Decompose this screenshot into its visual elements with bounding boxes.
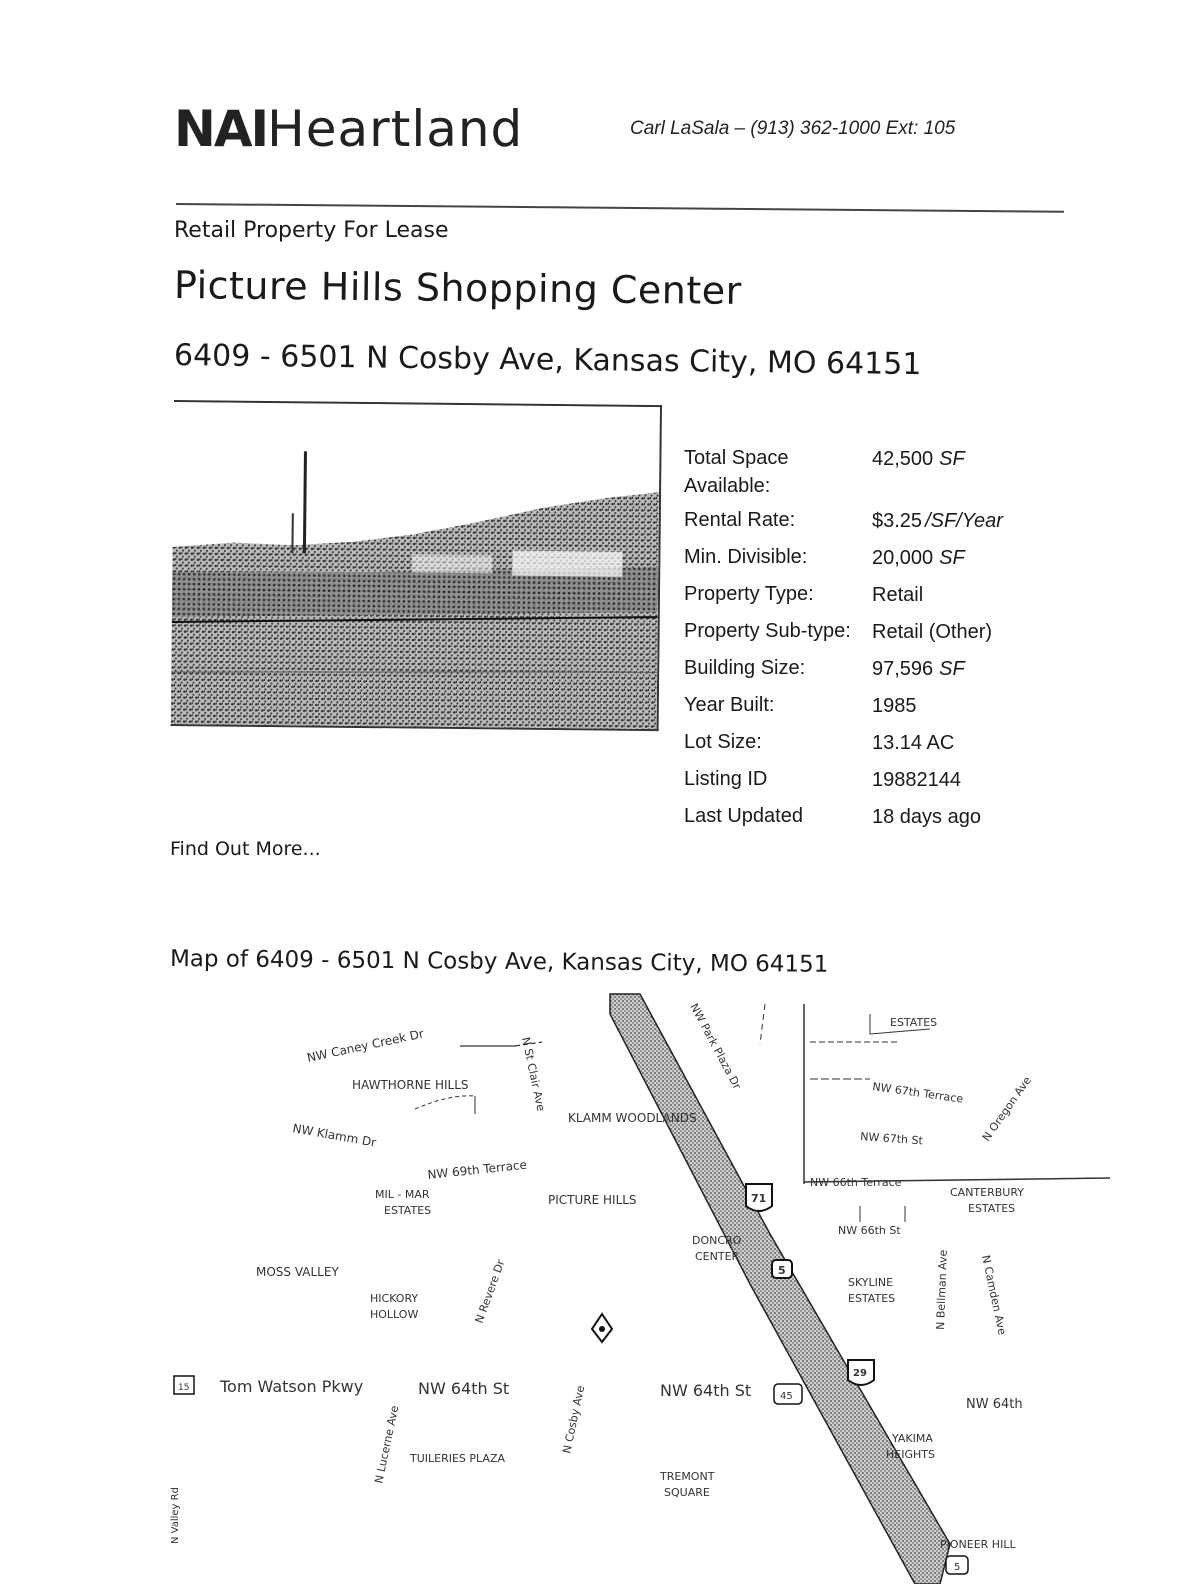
map-label-mil-mar: MIL - MAR: [375, 1188, 430, 1201]
map-label-picture-hills: PICTURE HILLS: [548, 1193, 637, 1207]
map-label-skyline: SKYLINE: [848, 1276, 894, 1289]
fact-value: 20,000 SF: [872, 547, 965, 569]
map-label-klamm-woodlands: KLAMM WOODLANDS: [568, 1111, 697, 1125]
fact-label: Rental Rate:: [684, 509, 796, 531]
route-45-shield: [774, 1384, 802, 1404]
map-label-n-valley: N Valley Rd: [170, 1487, 181, 1544]
map-label-caney-creek: NW Caney Creek Dr: [305, 1026, 426, 1065]
map-label-nw-park-plaza: NW Park Plaza Dr: [687, 1001, 744, 1092]
map-label-n-bellman: N Bellman Ave: [934, 1249, 950, 1331]
brand-logo-heartland: Heartland: [267, 100, 524, 158]
map-label-nw-64th-st-east: NW 64th St: [660, 1381, 752, 1400]
map-title: Map of 6409 - 6501 N Cosby Ave, Kansas City, MO 64151: [169, 946, 829, 978]
svg-text:45: 45: [780, 1391, 793, 1402]
fact-rental-rate: [684, 506, 1104, 543]
map-label-nw-64th-far: NW 64th: [966, 1397, 1023, 1412]
fact-value: 1985: [872, 695, 917, 717]
fact-last-updated: [684, 802, 1104, 839]
fact-total-space: [684, 444, 1104, 506]
map-label-estates: ESTATES: [384, 1204, 432, 1217]
brand-logo-nai: NAI: [174, 100, 268, 158]
map-label-nw-64th-st-west: NW 64th St: [418, 1379, 510, 1398]
fact-label: Property Type:: [684, 583, 814, 605]
find-out-more-link[interactable]: Find Out More...: [170, 838, 321, 860]
fact-year-built: [684, 691, 1104, 728]
area-map[interactable]: [170, 984, 1110, 1584]
svg-text:29: 29: [853, 1368, 867, 1379]
map-label-pioneer-hill: PIONEER HILL: [940, 1538, 1016, 1551]
map-label-square: SQUARE: [664, 1486, 710, 1499]
map-label-n-camden: N Camden Ave: [979, 1253, 1009, 1337]
map-label-hollow: HOLLOW: [370, 1308, 419, 1321]
svg-text:5: 5: [954, 1562, 961, 1573]
property-facts: [684, 444, 1104, 839]
fact-lot-size: [684, 728, 1104, 765]
map-label-n-revere: N Revere Dr: [472, 1258, 508, 1326]
map-label-n-cosby: N Cosby Ave: [560, 1384, 588, 1455]
route-5-shield: [772, 1260, 792, 1278]
map-label-nw-66th-terrace: NW 66th Terrace: [810, 1176, 902, 1189]
map-label-nw-67th-terrace: NW 67th Terrace: [871, 1080, 964, 1106]
map-label-yakima: YAKIMA: [892, 1432, 933, 1445]
property-photo: [171, 400, 662, 731]
fact-label: Building Size:: [684, 657, 806, 679]
fact-building-size: [684, 654, 1104, 691]
fact-value: 13.14 AC: [872, 732, 955, 754]
header-divider: [176, 203, 1064, 213]
map-label-hickory: HICKORY: [370, 1292, 419, 1305]
fact-value: 18 days ago: [872, 806, 981, 828]
highway-71-road: [610, 994, 950, 1584]
svg-text:15: 15: [178, 1383, 190, 1393]
map-label-nw-67th-st: NW 67th St: [859, 1130, 924, 1148]
map-label-skyline-estates: ESTATES: [848, 1292, 896, 1305]
map-label-heights: HEIGHTS: [886, 1448, 935, 1461]
map-label-canterbury: CANTERBURY: [950, 1186, 1025, 1199]
fact-listing-id: [684, 765, 1104, 802]
map-label-estates-ne: ESTATES: [890, 1016, 938, 1029]
map-label-nw-69th-terrace: NW 69th Terrace: [426, 1157, 528, 1182]
fact-label: Lot Size:: [684, 731, 762, 753]
map-label-hawthorne-hills: HAWTHORNE HILLS: [352, 1078, 469, 1092]
map-label-st-clair: N St Clair Ave: [519, 1035, 548, 1113]
fact-label: Total Space Available:: [684, 447, 789, 497]
brand-logo: [174, 100, 523, 158]
svg-text:5: 5: [778, 1264, 786, 1277]
map-label-tuileries-plaza: TUILERIES PLAZA: [410, 1452, 506, 1465]
fact-label: Listing ID: [684, 768, 768, 790]
fact-value: 97,596 SF: [872, 658, 965, 680]
map-label-n-lucerne: N Lucerne Ave: [372, 1404, 402, 1485]
fact-value: Retail: [872, 584, 924, 606]
interstate-29-shield: [848, 1360, 874, 1385]
fact-value: 19882144: [872, 769, 961, 791]
agent-contact: Carl LaSala – (913) 362-1000 Ext: 105: [630, 118, 956, 139]
route-5-shield-bottom: [946, 1556, 968, 1574]
highway-71-shield: [746, 1184, 772, 1211]
fact-value: 42,500 SF: [872, 448, 965, 470]
map-label-n-oregon: N Oregon Ave: [979, 1074, 1034, 1144]
fact-min-divisible: [684, 543, 1104, 580]
map-label-nw-66th-st: NW 66th St: [838, 1224, 901, 1237]
property-address: 6409 - 6501 N Cosby Ave, Kansas City, MO 64151: [173, 338, 922, 383]
map-label-tom-watson: Tom Watson Pkwy: [220, 1377, 364, 1396]
route-152-shield: [174, 1376, 194, 1394]
map-label-canterbury-estates: ESTATES: [968, 1202, 1016, 1215]
fact-label: Last Updated: [684, 805, 803, 827]
fact-label: Min. Divisible:: [684, 546, 808, 568]
fact-value: $3.25 /SF/Year: [872, 510, 1003, 532]
listing-type: Retail Property For Lease: [174, 218, 449, 243]
fact-property-type: [684, 580, 1104, 617]
fact-value: Retail (Other): [872, 621, 993, 643]
map-label-klamm-dr: NW Klamm Dr: [291, 1121, 378, 1150]
property-title: Picture Hills Shopping Center: [173, 263, 743, 313]
fact-property-subtype: [684, 617, 1104, 654]
svg-text:71: 71: [751, 1192, 767, 1205]
map-label-center: CENTER: [695, 1250, 740, 1263]
fact-label: Property Sub-type:: [684, 620, 851, 642]
map-label-moss-valley: MOSS VALLEY: [256, 1265, 339, 1279]
map-label-doncro: DONCRO: [692, 1234, 742, 1247]
fact-label: Year Built:: [684, 694, 775, 716]
map-label-tremont: TREMONT: [660, 1470, 715, 1483]
